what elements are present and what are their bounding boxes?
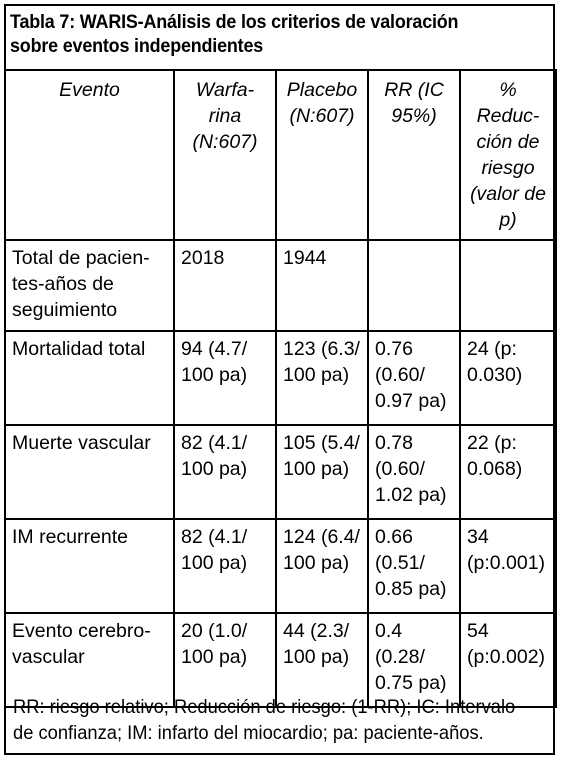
cell-evento xyxy=(5,240,174,331)
cell-text: 123 (6.3/ 100 pa) xyxy=(283,338,360,386)
cell-text: 44 (2.3/ 100 pa) xyxy=(283,620,350,668)
waris-table xyxy=(4,69,557,708)
cell-evento xyxy=(5,519,174,613)
cell-rr xyxy=(368,331,460,425)
header-placebo xyxy=(276,70,368,240)
cell-text: 82 (4.1/ 100 pa) xyxy=(181,526,248,574)
cell-warfarina xyxy=(174,519,276,613)
cell-placebo xyxy=(276,331,368,425)
cell-reduccion xyxy=(460,425,556,519)
cell-warfarina xyxy=(174,613,276,707)
header-rr xyxy=(368,70,460,240)
cell-text: 20 (1.0/ 100 pa) xyxy=(181,620,248,668)
cell-placebo xyxy=(276,425,368,519)
cell-text: 105 (5.4/ 100 pa) xyxy=(283,432,360,480)
table-row xyxy=(5,240,556,331)
table-row xyxy=(5,425,556,519)
cell-text: 0.66 (0.51/ 0.85 pa) xyxy=(375,526,447,600)
cell-text: 0.4 (0.28/ 0.75 pa) xyxy=(375,620,447,694)
cell-warfarina xyxy=(174,240,276,331)
header-evento xyxy=(5,70,174,240)
table-row xyxy=(5,613,556,707)
header-reduccion xyxy=(460,70,556,240)
cell-text: Muerte vascular xyxy=(12,432,151,454)
cell-text: 124 (6.4/ 100 pa) xyxy=(283,526,360,574)
cell-rr xyxy=(368,425,460,519)
table-title xyxy=(10,10,507,58)
cell-placebo xyxy=(276,240,368,331)
cell-rr xyxy=(368,240,460,331)
cell-placebo xyxy=(276,613,368,707)
header-evento-text: Evento xyxy=(59,79,120,101)
cell-warfarina xyxy=(174,331,276,425)
cell-rr xyxy=(368,613,460,707)
title-line-1: Tabla 7: WARIS-Análisis de los criterios de valoración xyxy=(10,11,459,33)
cell-text: 34 (p:0.001) xyxy=(467,526,546,574)
header-rr-text: RR (IC 95%) xyxy=(384,79,444,127)
header-placebo-text: Placebo (N:607) xyxy=(286,79,358,127)
table-row xyxy=(5,519,556,613)
cell-text: Evento cerebro- vascular xyxy=(12,620,151,668)
cell-text: 82 (4.1/ 100 pa) xyxy=(181,432,248,480)
cell-text: 0.76 (0.60/ 0.97 pa) xyxy=(375,338,447,412)
cell-text: Mortalidad total xyxy=(12,338,146,360)
footnote-line-1: RR: riesgo relativo; Reducción de riesgo: (1-RR); IC: Intervalo xyxy=(13,696,516,718)
cell-rr xyxy=(368,519,460,613)
cell-text: Total de pacien- tes-años de seguimiento xyxy=(12,247,150,321)
header-warfarina-text: Warfa- rina (N:607) xyxy=(192,79,258,153)
cell-text: 0.78 (0.60/ 1.02 pa) xyxy=(375,432,447,506)
table-footnote xyxy=(13,694,521,746)
cell-text: IM recurrente xyxy=(12,526,128,548)
header-reduccion-text: % Reduc- ción de riesgo (valor de p) xyxy=(470,79,546,231)
header-warfarina xyxy=(174,70,276,240)
cell-reduccion xyxy=(460,613,556,707)
title-line-2: sobre eventos independientes xyxy=(10,35,264,57)
cell-text: 54 (p:0.002) xyxy=(467,620,546,668)
cell-evento xyxy=(5,613,174,707)
cell-text: 1944 xyxy=(283,247,327,269)
cell-warfarina xyxy=(174,425,276,519)
cell-reduccion xyxy=(460,331,556,425)
footnote-line-2: de confianza; IM: infarto del miocardio; pa: paciente-años. xyxy=(13,722,484,744)
cell-text: 94 (4.7/ 100 pa) xyxy=(181,338,248,386)
cell-reduccion xyxy=(460,519,556,613)
cell-text: 22 (p: 0.068) xyxy=(467,432,523,480)
cell-reduccion xyxy=(460,240,556,331)
cell-placebo xyxy=(276,519,368,613)
cell-text: 2018 xyxy=(181,247,225,269)
cell-text: 24 (p: 0.030) xyxy=(467,338,523,386)
cell-evento xyxy=(5,425,174,519)
cell-evento xyxy=(5,331,174,425)
table-row xyxy=(5,331,556,425)
table-header-row xyxy=(5,70,556,240)
